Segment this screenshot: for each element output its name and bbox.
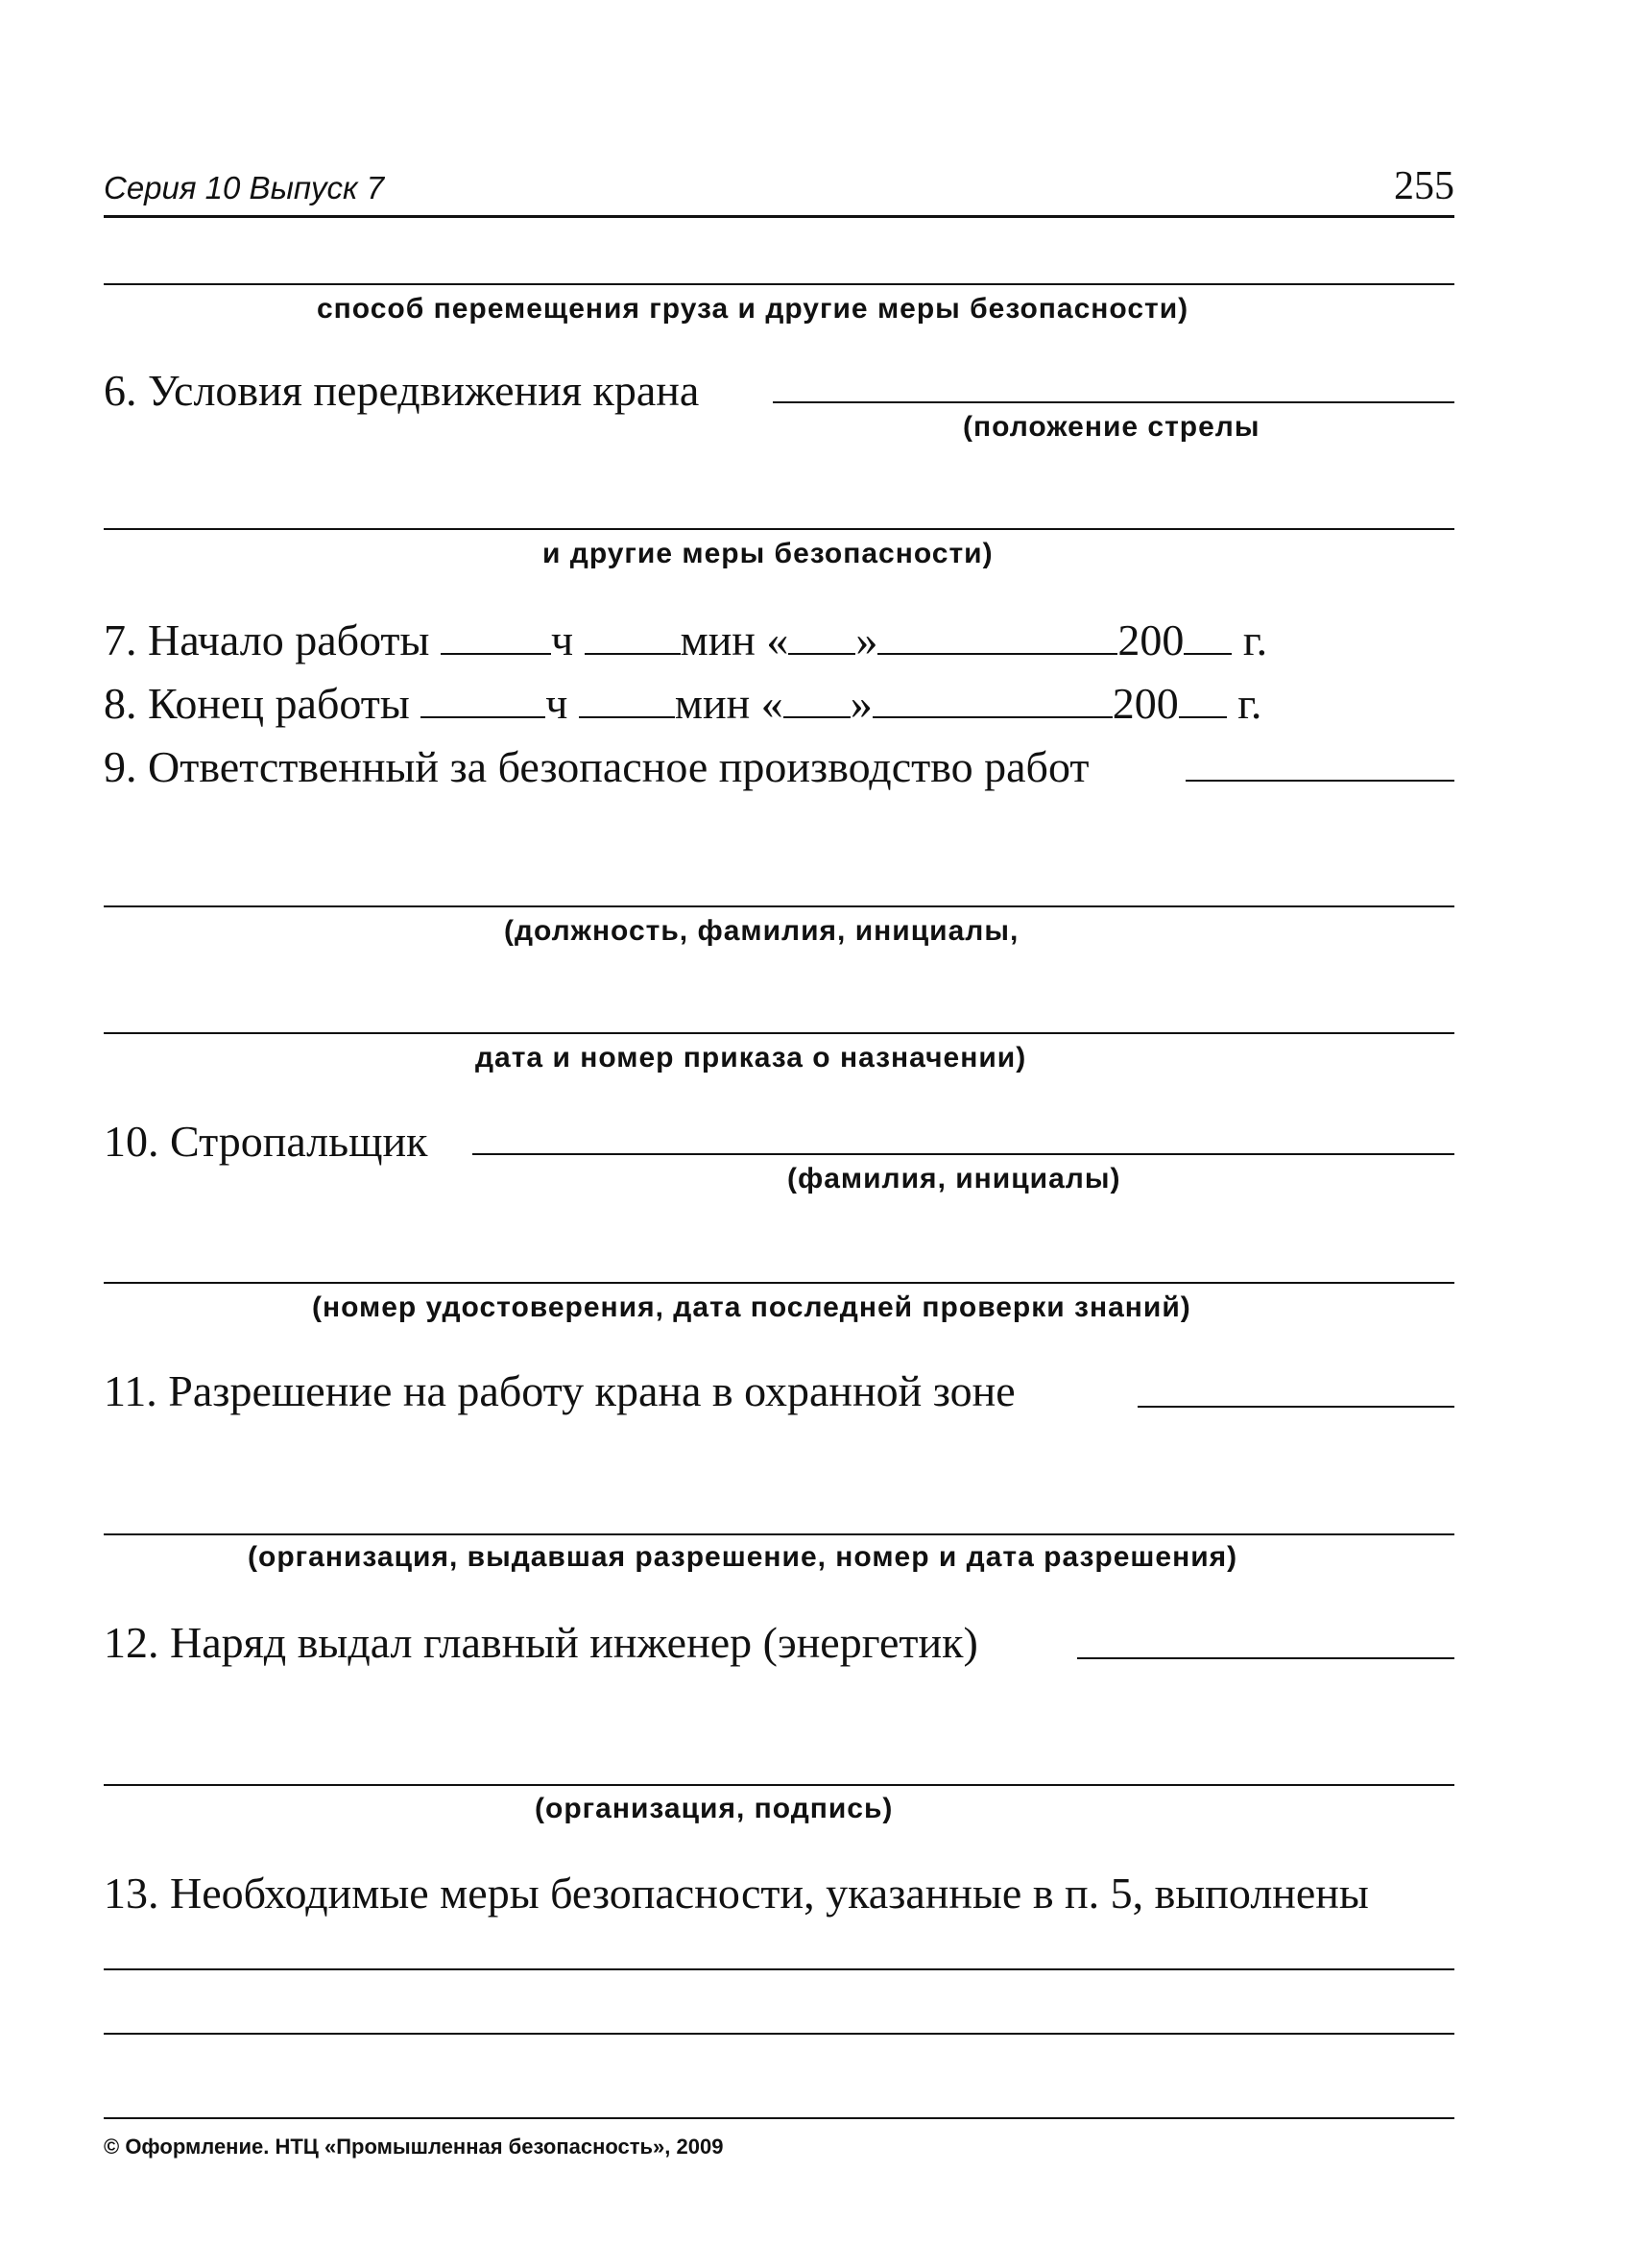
item-6-label: 6. Условия передвижения крана (104, 366, 700, 415)
blank-line[interactable] (104, 528, 1454, 530)
blank-line[interactable] (104, 1032, 1454, 1034)
caption-boom-position: (положение стрелы (963, 411, 1260, 443)
page-number: 255 (1394, 164, 1454, 208)
end-year-field[interactable] (1179, 684, 1227, 718)
close-quote: » (855, 615, 878, 664)
start-year-field[interactable] (1184, 620, 1232, 655)
caption-order-date: дата и номер приказа о назначении) (475, 1042, 1027, 1074)
hour-unit: ч (545, 679, 568, 728)
item-11-label: 11. Разрешение на работу крана в охранной зоне (104, 1366, 1016, 1415)
item-9-field[interactable] (1186, 780, 1454, 782)
start-day-field[interactable] (788, 620, 855, 655)
caption-certificate: (номер удостоверения, дата последней проверки знаний) (312, 1291, 1191, 1323)
close-quote: » (850, 679, 873, 728)
item-10-field[interactable] (472, 1153, 1454, 1155)
blank-line[interactable] (104, 1784, 1454, 1786)
item-6-field[interactable] (773, 401, 1454, 403)
end-minute-field[interactable] (579, 684, 675, 718)
item-9-label: 9. Ответственный за безопасное производство работ (104, 742, 1090, 791)
end-month-field[interactable] (873, 684, 1113, 718)
open-quote: « (766, 615, 789, 664)
hour-unit: ч (550, 615, 574, 664)
blank-line[interactable] (104, 1533, 1454, 1535)
footer-rule (104, 2117, 1454, 2119)
end-hour-field[interactable] (420, 684, 545, 718)
start-month-field[interactable] (877, 620, 1117, 655)
caption-name-initials: (фамилия, инициалы) (787, 1163, 1121, 1194)
item-10-label: 10. Стропальщик (104, 1117, 428, 1166)
caption-transport-method: способ перемещения груза и другие меры безопасности) (317, 293, 1189, 325)
copyright-footer: © Оформление. НТЦ «Промышленная безопасность», 2009 (104, 2135, 724, 2159)
blank-line[interactable] (104, 283, 1454, 285)
caption-org-signature: (организация, подпись) (535, 1793, 894, 1824)
blank-line[interactable] (104, 905, 1454, 907)
year-unit: г. (1242, 615, 1268, 664)
blank-line[interactable] (104, 1968, 1454, 1970)
item-12-label: 12. Наряд выдал главный инженер (энергетик) (104, 1618, 978, 1667)
start-minute-field[interactable] (585, 620, 681, 655)
item-12-field[interactable] (1077, 1657, 1454, 1659)
item-11-field[interactable] (1138, 1406, 1454, 1408)
item-7-label: 7. Начало работы (104, 615, 430, 664)
item-8-row (104, 678, 1261, 729)
item-13-label: 13. Необходимые меры безопасности, указанные в п. 5, выполнены (104, 1869, 1369, 1918)
minute-unit: мин (680, 615, 756, 664)
year-prefix: 200 (1112, 679, 1179, 728)
year-unit: г. (1237, 679, 1262, 728)
item-8-label: 8. Конец работы (104, 679, 410, 728)
header-rule (104, 215, 1454, 218)
minute-unit: мин (674, 679, 751, 728)
blank-line[interactable] (104, 1282, 1454, 1284)
end-day-field[interactable] (783, 684, 851, 718)
start-hour-field[interactable] (441, 620, 551, 655)
caption-position-name: (должность, фамилия, инициалы, (504, 915, 1020, 947)
caption-permit: (организация, выдавшая разрешение, номер и дата разрешения) (248, 1541, 1238, 1573)
year-prefix: 200 (1117, 615, 1185, 664)
caption-other-measures: и другие меры безопасности) (542, 538, 994, 569)
open-quote: « (760, 679, 783, 728)
blank-line[interactable] (104, 2033, 1454, 2035)
item-7-row (104, 615, 1267, 665)
series-label: Серия 10 Выпуск 7 (104, 170, 385, 205)
